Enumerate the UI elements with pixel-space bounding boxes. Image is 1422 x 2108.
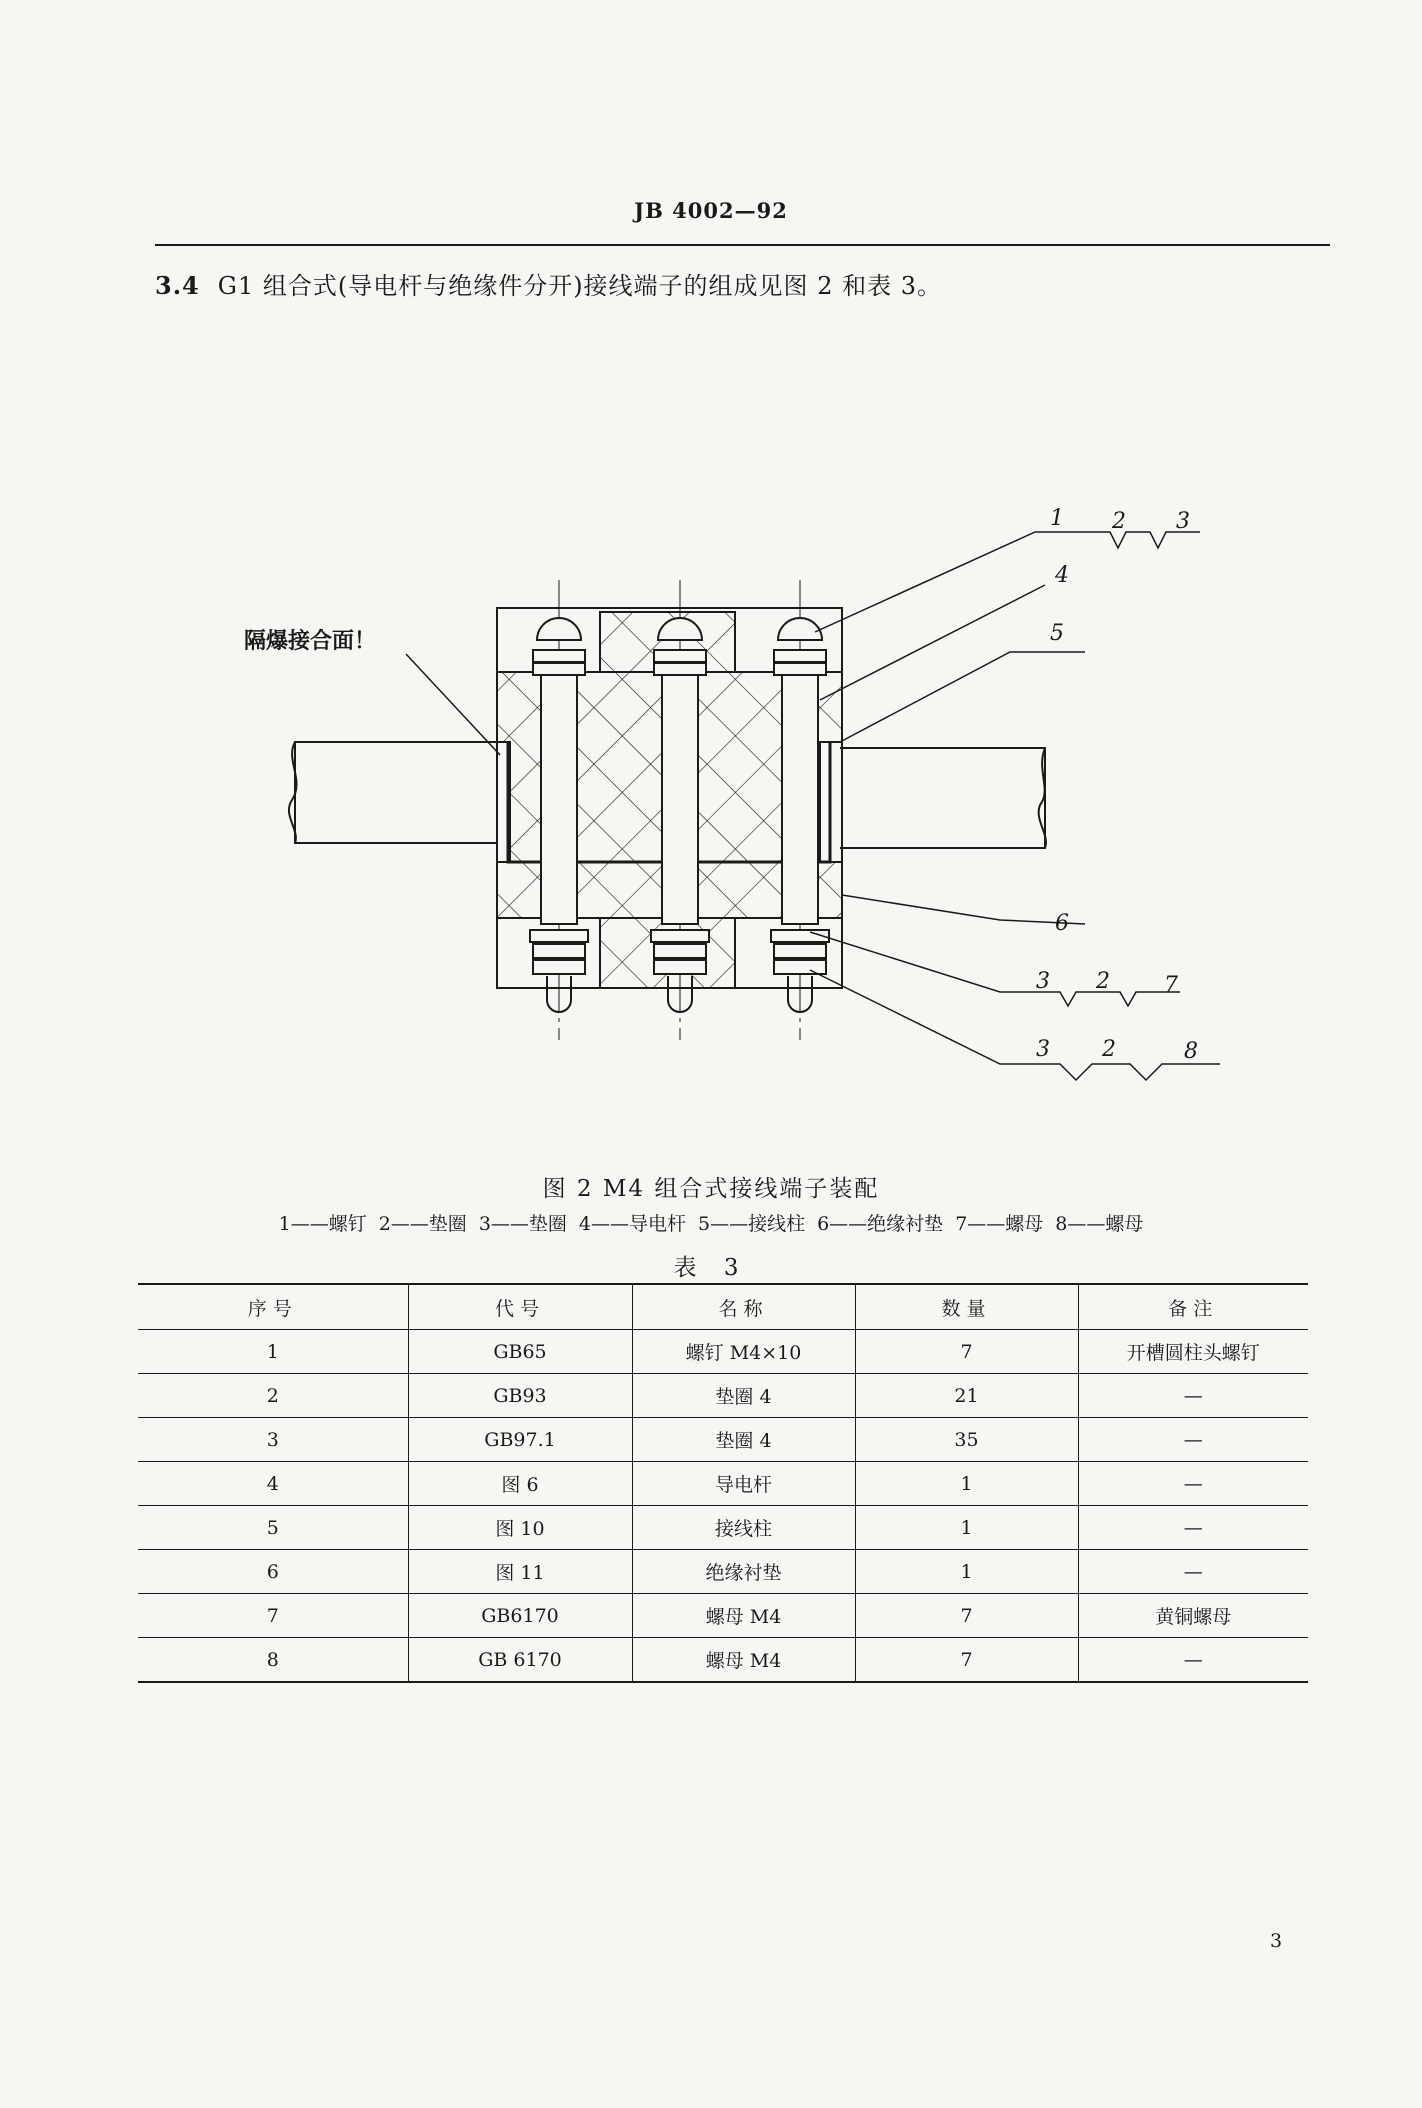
stud-left: [530, 580, 588, 1040]
cell-index: 5: [138, 1506, 408, 1550]
table-row: [138, 1418, 1308, 1462]
callout-5: 5: [1050, 621, 1064, 646]
callout-2b: 2: [1096, 969, 1110, 994]
cell-remark: 开槽圆柱头螺钉: [1078, 1330, 1308, 1374]
table-row: [138, 1374, 1308, 1418]
figure-legend: [0, 1209, 1422, 1236]
cell-remark: —: [1078, 1638, 1308, 1683]
legend-item: 4——导电杆: [578, 1213, 686, 1235]
cell-quantity: 7: [855, 1330, 1078, 1374]
right-bar: [840, 748, 1046, 848]
table-row: [138, 1594, 1308, 1638]
header-name: 名称: [632, 1284, 855, 1330]
cell-name: 导电杆: [632, 1462, 855, 1506]
header-remark: 备注: [1078, 1284, 1308, 1330]
table-row: [138, 1638, 1308, 1683]
cell-remark: —: [1078, 1462, 1308, 1506]
legend-item: 2——垫圈: [378, 1213, 467, 1235]
clause-text: G1 组合式(导电杆与绝缘件分开)接线端子的组成见图 2 和表 3。: [217, 272, 942, 300]
legend-item: 7——螺母: [955, 1213, 1044, 1235]
cell-quantity: 7: [855, 1594, 1078, 1638]
callout-2: 2: [1112, 509, 1126, 534]
header-quantity: 数量: [855, 1284, 1078, 1330]
table-row: [138, 1550, 1308, 1594]
cell-quantity: 35: [855, 1418, 1078, 1462]
cell-quantity: 1: [855, 1550, 1078, 1594]
table-row: [138, 1330, 1308, 1374]
cell-code: GB 6170: [408, 1638, 632, 1683]
cell-name: 垫圈 4: [632, 1418, 855, 1462]
cell-index: 8: [138, 1638, 408, 1683]
header-index: 序号: [138, 1284, 408, 1330]
parts-table: [138, 1283, 1308, 1683]
callout-2c: 2: [1102, 1037, 1116, 1062]
cell-code: GB65: [408, 1330, 632, 1374]
cell-code: 图 10: [408, 1506, 632, 1550]
standard-code: JB 4002—92: [634, 198, 788, 223]
cell-remark: —: [1078, 1374, 1308, 1418]
page-number: 3: [1270, 1930, 1283, 1952]
callout-3c: 3: [1036, 1037, 1050, 1062]
callout-7: 7: [1164, 973, 1178, 998]
cell-quantity: 7: [855, 1638, 1078, 1683]
cell-name: 垫圈 4: [632, 1374, 855, 1418]
insulating-liner: [508, 742, 830, 862]
table-row: [138, 1462, 1308, 1506]
cell-remark: 黄铜螺母: [1078, 1594, 1308, 1638]
cell-index: 3: [138, 1418, 408, 1462]
table-row: [138, 1506, 1308, 1550]
cell-quantity: 1: [855, 1506, 1078, 1550]
header-rule: [155, 244, 1330, 246]
cell-code: GB6170: [408, 1594, 632, 1638]
cell-name: 绝缘衬垫: [632, 1550, 855, 1594]
cell-remark: —: [1078, 1506, 1308, 1550]
left-bar: [289, 742, 496, 843]
callout-4: 4: [1055, 563, 1069, 588]
legend-item: 5——接线柱: [698, 1213, 806, 1235]
figure-caption: 图 2 M4 组合式接线端子装配: [542, 1176, 880, 1202]
clause-number: 3.4: [155, 271, 200, 300]
legend-item: 6——绝缘衬垫: [817, 1213, 944, 1235]
cell-code: 图 6: [408, 1462, 632, 1506]
stud-center: [651, 580, 709, 1040]
cell-index: 2: [138, 1374, 408, 1418]
legend-item: 8——螺母: [1055, 1213, 1144, 1235]
callout-8: 8: [1184, 1039, 1198, 1064]
cell-index: 6: [138, 1550, 408, 1594]
callout-3: 3: [1176, 509, 1190, 534]
cell-index: 7: [138, 1594, 408, 1638]
cell-remark: —: [1078, 1418, 1308, 1462]
legend-item: 3——垫圈: [478, 1213, 567, 1235]
cell-index: 1: [138, 1330, 408, 1374]
cell-name: 螺母 M4: [632, 1594, 855, 1638]
table-header-row: [138, 1284, 1308, 1330]
cell-quantity: 21: [855, 1374, 1078, 1418]
cell-code: 图 11: [408, 1550, 632, 1594]
block-outline: [497, 608, 842, 988]
cell-index: 4: [138, 1462, 408, 1506]
legend-item: 1——螺钉: [278, 1213, 367, 1235]
table-title: 表 3: [673, 1255, 749, 1281]
cell-name: 螺钉 M4×10: [632, 1330, 855, 1374]
cell-code: GB97.1: [408, 1418, 632, 1462]
callout-3b: 3: [1036, 969, 1050, 994]
cell-name: 螺母 M4: [632, 1638, 855, 1683]
clause-paragraph: [155, 266, 942, 301]
annotation-label: 隔爆接合面！: [244, 628, 377, 654]
stud-right: [771, 580, 829, 1040]
cell-name: 接线柱: [632, 1506, 855, 1550]
callout-1: 1: [1050, 506, 1064, 531]
cell-remark: —: [1078, 1550, 1308, 1594]
header-code: 代号: [408, 1284, 632, 1330]
table-body: [138, 1330, 1308, 1683]
cell-quantity: 1: [855, 1462, 1078, 1506]
callout-6: 6: [1055, 911, 1069, 936]
cell-code: GB93: [408, 1374, 632, 1418]
